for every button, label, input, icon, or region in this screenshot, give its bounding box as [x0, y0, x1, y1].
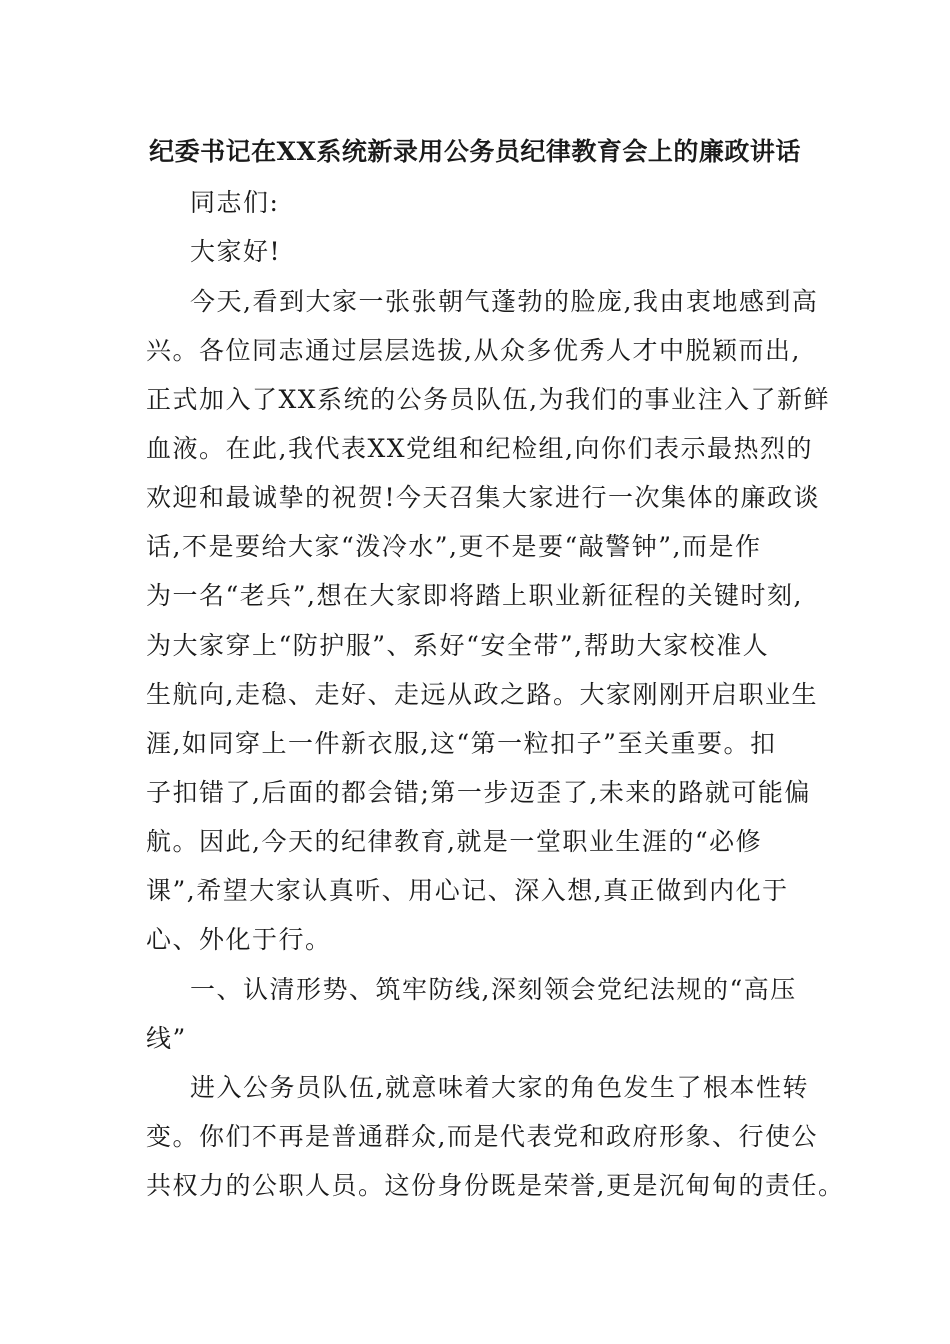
paragraph-line: 涯,如同穿上一件新衣服,这“第一粒扣子”至关重要。扣 [146, 729, 777, 758]
paragraph-line: 生航向,走稳、走好、走远从政之路。大家刚刚开启职业生 [146, 680, 818, 709]
paragraph-line: 正式加入了XX系统的公务员队伍,为我们的事业注入了新鲜 [146, 385, 831, 414]
paragraph-line: 为一名“老兵”,想在大家即将踏上职业新征程的关键时刻, [146, 581, 803, 610]
paragraph-line: 进入公务员队伍,就意味着大家的角色发生了根本性转 [190, 1073, 809, 1102]
document-title: 纪委书记在XX系统新录用公务员纪律教育会上的廉政讲话 [149, 137, 801, 166]
paragraph-line: 航。因此,今天的纪律教育,就是一堂职业生涯的“必修 [146, 827, 763, 856]
paragraph-line: 兴。各位同志通过层层选拔,从众多优秀人才中脱颖而出, [146, 336, 801, 365]
paragraph-line: 心、外化于行。 [146, 925, 332, 954]
paragraph-line: 为大家穿上“防护服”、系好“安全带”,帮助大家校准人 [146, 631, 770, 660]
paragraph-line: 欢迎和最诚挚的祝贺!今天召集大家进行一次集体的廉政谈 [146, 483, 821, 512]
paragraph-line: 子扣错了,后面的都会错;第一步迈歪了,未来的路就可能偏 [146, 778, 811, 807]
paragraph-line: 课”,希望大家认真听、用心记、深入想,真正做到内化于 [146, 876, 789, 905]
paragraph-line: 血液。在此,我代表XX党组和纪检组,向你们表示最热烈的 [146, 434, 813, 463]
paragraph-line: 今天,看到大家一张张朝气蓬勃的脸庞,我由衷地感到高 [190, 287, 819, 316]
paragraph-line: 话,不是要给大家“泼冷水”,更不是要“敲警钟”,而是作 [146, 532, 762, 561]
salutation: 同志们: [190, 188, 280, 217]
paragraph-line: 共权力的公职人员。这份身份既是荣誉,更是沉甸甸的责任。 [146, 1171, 845, 1200]
greeting: 大家好! [190, 237, 282, 266]
section-heading-continuation: 线” [146, 1024, 187, 1053]
paragraph-line: 变。你们不再是普通群众,而是代表党和政府形象、行使公 [146, 1122, 818, 1151]
section-heading: 一、认清形势、筑牢防线,深刻领会党纪法规的“高压 [190, 975, 797, 1004]
